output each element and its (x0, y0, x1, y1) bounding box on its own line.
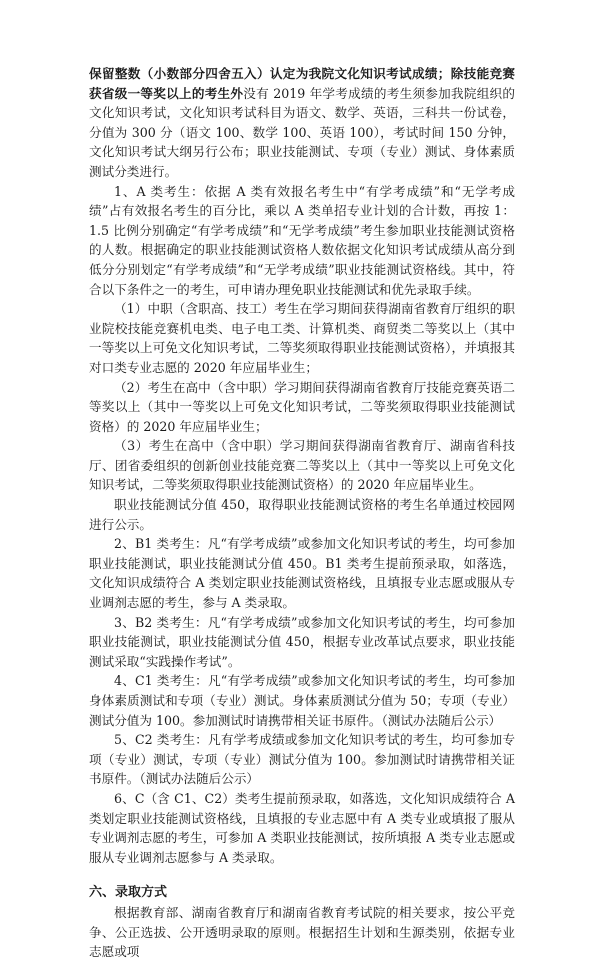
section-6-paragraph: 根据教育部、湖南省教育厅和湖南省教育考试院的相关要求，按公平竞争、公正选拔、公开透明录取的原则。根据招生计划和生源类别，依据专业志愿或项 (89, 904, 515, 960)
intro-paragraph (89, 64, 515, 182)
paragraph-a-score: 职业技能测试分值 450，取得职业技能测试资格的考生名单通过校园网进行公示。 (89, 497, 515, 532)
paragraph-b1-category: 2、B1 类考生：凡“有学考成绩”或参加文化知识考试的考生，均可参加职业技能测试，职业技能测试分值 450。B1 类考生提前预录取，如落选，文化知识成绩符合 A 类划定职业技能测试资格线，且填报专业志愿或服从专业调剂志愿的考生，参与 A 类录取。 (89, 536, 515, 611)
paragraph-a-category: 1、A 类考生：依据 A 类有效报名考生中“有学考成绩”和“无学考成绩”占有效报名考生的百分比，乘以 A 类单招专业计划的合计数，再按 1：1.5 比例分别确定“有学考成绩”和“无学考成绩”考生参加职业技能测试资格的人数。根据确定的职业技能测试资格人数依据文化知识考试成绩从高分到低分分别划定“有学考成绩”和“无学考成绩”职业技能测试资格线。其中，符合以下条件之一的考生，可申请办理免职业技能测试和优先录取手续。 (89, 183, 515, 297)
section-6-heading: 六、录取方式 (89, 885, 168, 901)
intro-text: 没有 2019 年学考成绩的考生须参加我院组织的文化知识考试，文化知识考试科目为语文、数学、英语，三科共一份试卷，分值为 300 分（语文 100、数学 100、英语 100），考试时间 150 分钟，文化知识考试大纲另行公布；职业技能测试、专项（专业）测试、身体素质测试分类进行。 (89, 85, 516, 179)
document-body (89, 64, 515, 962)
paragraph-a-condition-2: （2）考生在高中（含中职）学习期间获得湖南省教育厅技能竞赛英语二等奖以上（其中一等奖以上可免文化知识考试，二等奖须取得职业技能测试资格）的 2020 年应届毕业生； (89, 379, 515, 434)
paragraph-c1-category: 4、C1 类考生：凡“有学考成绩”或参加文化知识考试的考生，均可参加身体素质测试和专项（专业）测试。身体素质测试分值为 50；专项（专业）测试分值为 100。参加测试时请携带相关证书原件。（测试办法随后公示） (89, 673, 515, 728)
intro-bold-text: 保留整数（小数部分四舍五入）认定为我院文化知识考试成绩；除技能竞赛获省级一等奖以上的考生外 (89, 66, 515, 101)
paragraph-b2-category: 3、B2 类考生：凡“有学考成绩”或参加文化知识考试的考生，均可参加职业技能测试，职业技能测试分值 450，根据专业改革试点要求，职业技能测试采取“实践操作考试”。 (89, 614, 515, 669)
section-spacer (89, 867, 515, 883)
paragraph-a-condition-3: （3）考生在高中（含中职）学习期间获得湖南省教育厅、湖南省科技厅、团省委组织的创新创业技能竞赛二等奖以上（其中一等奖以上可免文化知识考试，二等奖须取得职业技能测试资格）的 2020 年应届毕业生。 (89, 438, 515, 493)
paragraph-c2-category: 5、C2 类考生：凡有学考成绩或参加文化知识考试的考生，均可参加专项（专业）测试，专项（专业）测试分值为 100。参加测试时请携带相关证书原件。（测试办法随后公示） (89, 732, 515, 787)
paragraph-c-category: 6、C（含 C1、C2）类考生提前预录取，如落选，文化知识成绩符合 A 类划定职业技能测试资格线，且填报的专业志愿中有 A 类专业或填报了服从专业调剂志愿的考生，可参加 A 类职业技能测试，按所填报 A 类专业志愿或服从专业调剂志愿参与 A 类录取。 (89, 790, 515, 865)
paragraph-a-condition-1: （1）中职（含职高、技工）考生在学习期间获得湖南省教育厅组织的职业院校技能竞赛机电类、电子电工类、计算机类、商贸类二等奖以上（其中一等奖以上可免文化知识考试，二等奖须取得职业技能测试资格），并填报其对口类专业志愿的 2020 年应届毕业生； (89, 301, 515, 375)
